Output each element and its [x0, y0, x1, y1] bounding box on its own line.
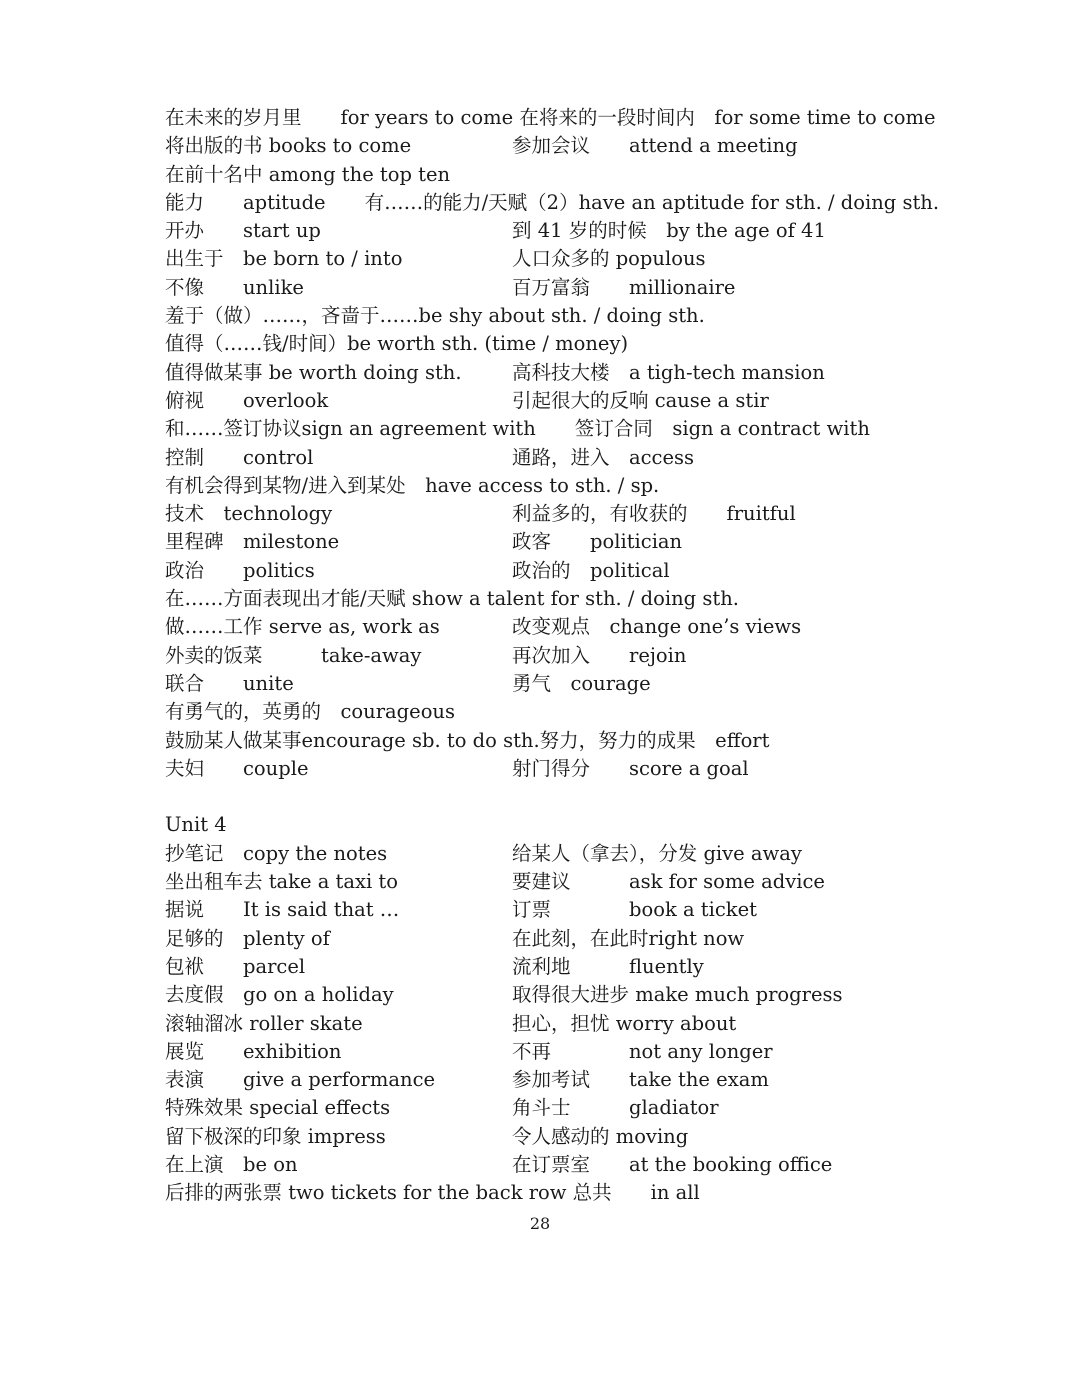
vocabulary-entry-left: 在未来的岁月里 for years to come 在将来的一段时间内 for some time to come — [165, 106, 936, 129]
vocabulary-entry-left: 据说 It is said that … — [165, 898, 400, 922]
vocabulary-row — [165, 896, 925, 924]
vocabulary-row — [165, 925, 925, 953]
vocabulary-entry-right: 角斗士 gladiator — [512, 1096, 719, 1120]
vocabulary-section-1 — [165, 104, 940, 783]
vocabulary-entry-left: 坐出租车去 take a taxi to — [165, 870, 399, 894]
vocabulary-row — [165, 1151, 925, 1179]
vocabulary-row — [165, 1038, 925, 1066]
vocabulary-entry-left: 在上演 be on — [165, 1152, 298, 1176]
vocabulary-entry-right: 勇气 courage — [512, 671, 651, 695]
vocabulary-entry-right: 订票 book a ticket — [512, 898, 757, 922]
vocabulary-row — [165, 500, 925, 528]
vocabulary-entry-left: 技术 technology — [165, 502, 333, 526]
vocabulary-entry-left: 值得（……钱/时间）be worth sth. (time / money) — [165, 332, 629, 356]
vocabulary-row — [165, 1094, 925, 1122]
vocabulary-entry-left: 控制 control — [165, 445, 314, 469]
vocabulary-entry-left: 将出版的书 books to come — [165, 134, 412, 158]
vocabulary-row — [165, 953, 925, 981]
vocabulary-row — [165, 981, 925, 1009]
vocabulary-entry-left: 留下极深的印象 impress — [165, 1124, 386, 1148]
vocabulary-entry-right: 高科技大楼 a tigh-tech mansion — [512, 360, 825, 384]
vocabulary-row — [165, 245, 925, 273]
vocabulary-entry-left: 做……工作 serve as, work as — [165, 615, 440, 639]
vocabulary-entry-left: 不像 unlike — [165, 275, 304, 299]
vocabulary-row — [165, 613, 925, 641]
vocabulary-entry-left: 夫妇 couple — [165, 756, 309, 780]
vocabulary-entry-left: 在……方面表现出才能/天赋 show a talent for sth. / doing sth. — [165, 587, 739, 611]
vocabulary-row — [165, 585, 925, 613]
vocabulary-entry-left: 有机会得到某物/进入到某处 have access to sth. / sp. — [165, 473, 660, 497]
vocabulary-entry-left: 政治 politics — [165, 558, 315, 582]
vocabulary-entry-left: 值得做某事 be worth doing sth. — [165, 360, 462, 384]
vocabulary-entry-right: 给某人（拿去），分发 give away — [512, 841, 802, 865]
vocabulary-entry-right: 流利地 fluently — [512, 954, 704, 978]
vocabulary-entry-right: 再次加入 rejoin — [512, 643, 687, 667]
vocabulary-entry-left: 包袱 parcel — [165, 954, 306, 978]
vocabulary-entry-right: 令人感动的 moving — [512, 1124, 689, 1148]
vocabulary-row — [165, 727, 925, 755]
vocabulary-row — [165, 698, 925, 726]
vocabulary-entry-left: 表演 give a performance — [165, 1068, 436, 1092]
vocabulary-row — [165, 217, 925, 245]
vocabulary-entry-left: 有勇气的，英勇的 courageous — [165, 700, 455, 724]
vocabulary-row — [165, 104, 936, 132]
vocabulary-entry-right: 射门得分 score a goal — [512, 756, 749, 780]
vocabulary-entry-right: 担心，担忧 worry about — [512, 1011, 737, 1035]
vocabulary-entry-left: 俯视 overlook — [165, 388, 329, 412]
vocabulary-entry-left: 滚轴溜冰 roller skate — [165, 1011, 363, 1035]
vocabulary-list — [165, 104, 940, 1208]
section-spacer — [165, 783, 925, 811]
vocabulary-entry-left: 鼓励某人做某事encourage sb. to do sth.努力，努力的成果 effort — [165, 728, 770, 752]
vocabulary-row — [165, 274, 925, 302]
vocabulary-entry-left: 开办 start up — [165, 219, 321, 243]
vocabulary-row — [165, 132, 925, 160]
vocabulary-entry-right: 在此刻，在此时right now — [512, 926, 745, 950]
vocabulary-row — [165, 840, 925, 868]
vocabulary-row — [165, 1179, 925, 1207]
unit-heading: Unit 4 — [165, 813, 227, 837]
vocabulary-row — [165, 1123, 925, 1151]
vocabulary-row — [165, 161, 925, 189]
vocabulary-entry-right: 通路，进入 access — [512, 445, 695, 469]
vocabulary-entry-left: 特殊效果 special effects — [165, 1096, 391, 1120]
vocabulary-entry-left: 展览 exhibition — [165, 1039, 342, 1063]
vocabulary-entry-left: 足够的 plenty of — [165, 926, 330, 950]
vocabulary-entry-left: 和……签订协议sign an agreement with 签订合同 sign a contract with — [165, 417, 870, 441]
vocabulary-entry-left: 里程碑 milestone — [165, 530, 340, 554]
vocabulary-row — [165, 472, 925, 500]
vocabulary-row — [165, 415, 925, 443]
vocabulary-entry-left: 抄笔记 copy the notes — [165, 841, 388, 865]
vocabulary-entry-right: 在订票室 at the booking office — [512, 1152, 833, 1176]
vocabulary-row — [165, 189, 940, 217]
vocabulary-entry-right: 取得很大进步 make much progress — [512, 983, 843, 1007]
vocabulary-entry-left: 能力 aptitude 有……的能力/天赋（2）have an aptitude for sth. / doing sth. — [165, 190, 940, 214]
page-number: 28 — [529, 1214, 551, 1233]
vocabulary-entry-left: 联合 unite — [165, 671, 294, 695]
vocabulary-entry-right: 不再 not any longer — [512, 1039, 773, 1063]
vocabulary-entry-left: 出生于 be born to / into — [165, 247, 403, 271]
vocabulary-entry-right: 百万富翁 millionaire — [512, 275, 736, 299]
vocabulary-row — [165, 359, 925, 387]
vocabulary-row — [165, 302, 925, 330]
vocabulary-entry-right: 要建议 ask for some advice — [512, 870, 825, 894]
vocabulary-entry-right: 政治的 political — [512, 558, 670, 582]
vocabulary-section-unit-4 — [165, 840, 925, 1208]
vocabulary-entry-left: 外卖的饭菜 take-away — [165, 643, 422, 667]
vocabulary-row — [165, 528, 925, 556]
vocabulary-entry-right: 到 41 岁的时候 by the age of 41 — [512, 219, 826, 243]
vocabulary-entry-left: 后排的两张票 two tickets for the back row 总共 in all — [165, 1181, 700, 1205]
vocabulary-entry-right: 参加考试 take the exam — [512, 1068, 769, 1092]
vocabulary-row — [165, 868, 925, 896]
vocabulary-entry-right: 改变观点 change one’s views — [512, 615, 802, 639]
vocabulary-entry-left: 去度假 go on a holiday — [165, 983, 394, 1007]
vocabulary-entry-right: 参加会议 attend a meeting — [512, 134, 798, 158]
vocabulary-row — [165, 642, 925, 670]
vocabulary-row — [165, 1066, 925, 1094]
vocabulary-row — [165, 755, 925, 783]
vocabulary-entry-left: 羞于（做）……，吝啬于……be shy about sth. / doing sth. — [165, 304, 705, 328]
vocabulary-row — [165, 444, 925, 472]
vocabulary-entry-right: 利益多的，有收获的 fruitful — [512, 502, 796, 526]
vocabulary-row — [165, 330, 925, 358]
vocabulary-entry-right: 政客 politician — [512, 530, 683, 554]
vocabulary-row — [165, 557, 925, 585]
vocabulary-entry-right: 人口众多的 populous — [512, 247, 706, 271]
vocabulary-row — [165, 670, 925, 698]
vocabulary-row — [165, 387, 925, 415]
vocabulary-entry-left: 在前十名中 among the top ten — [165, 162, 451, 186]
vocabulary-row — [165, 1010, 925, 1038]
vocabulary-entry-right: 引起很大的反响 cause a stir — [512, 388, 769, 412]
